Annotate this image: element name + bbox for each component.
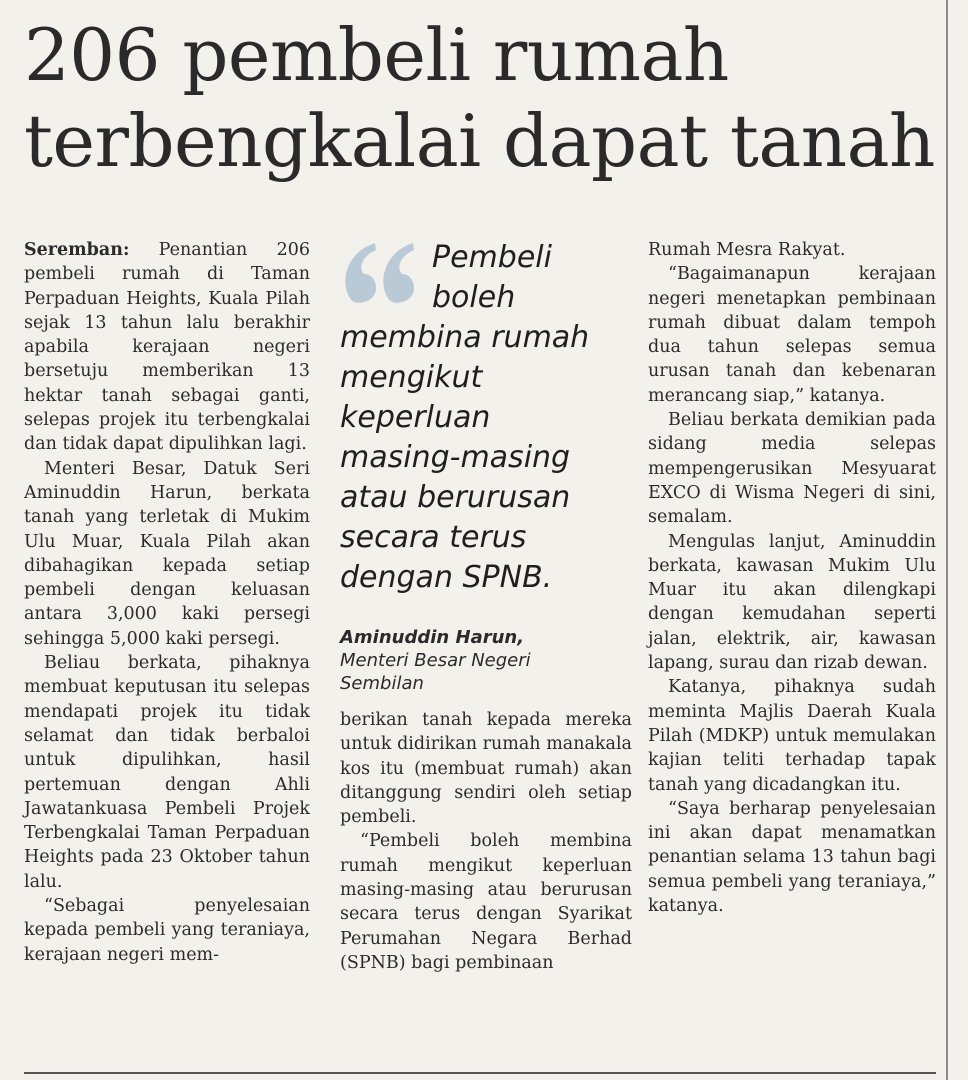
- paragraph: Beliau berkata, pihaknya membuat keputusan itu selepas mendapati projek itu tidak selamat dan tidak berbaloi untuk dipulihkan, hasil pertemuan dengan Ahli Jawatankuasa Pembeli Projek Terbengkalai Taman Perpaduan Heights pada 23 Oktober tahun lalu.: [24, 653, 310, 892]
- bottom-rule: [24, 1072, 936, 1074]
- paragraph: “Saya berharap penyelesaian ini akan dapat menamatkan penantian selama 13 tahun bagi semua pembeli yang teraniaya,” katanya.: [648, 798, 936, 917]
- paragraph: Mengulas lanjut, Aminuddin berkata, kawasan Mukim Ulu Muar itu akan dilengkapi dengan kemudahan seperti jalan, elektrik, air, kawasan lapang, surau dan rizab dewan.: [648, 531, 936, 674]
- pull-quote-line: secara terus: [340, 520, 527, 555]
- paragraph-text: Penantian 206 pembeli rumah di Taman Perpaduan Heights, Kuala Pilah sejak 13 tahun lalu berakhir apabila kerajaan negeri bersetuju memberikan 13 hektar tanah sebagai ganti, selepas projek itu terbengkalai dan tidak dapat dipulihkan lagi.: [24, 240, 310, 455]
- pull-quote-line: keperluan: [340, 400, 491, 435]
- pull-quote-line: membina rumah: [340, 320, 590, 355]
- pull-quote-line: Pembeli: [432, 240, 552, 275]
- pull-quote-attribution: [340, 626, 632, 695]
- pull-quote-line: masing-masing: [340, 440, 571, 475]
- paragraph: [24, 238, 310, 457]
- pull-quote-role: Menteri Besar Negeri: [340, 650, 531, 671]
- pull-quote-line: mengikut: [340, 360, 483, 395]
- article-column-2: [340, 238, 632, 975]
- column-divider-rule: [946, 0, 948, 1080]
- quotation-mark-icon: [340, 238, 420, 308]
- paragraph: Rumah Mesra Rakyat.: [648, 240, 846, 260]
- pull-quote-author: Aminuddin Harun,: [340, 627, 525, 648]
- paragraph: berikan tanah kepada mereka untuk didirikan rumah manakala kos itu (membuat rumah) akan ditanggung sendiri oleh setiap pembeli.: [340, 710, 632, 828]
- paragraph: Beliau berkata demikian pada sidang media selepas mempengerusikan Mesyuarat EXCO di Wisma Negeri di sini, semalam.: [648, 410, 936, 528]
- article-column-1: [24, 238, 310, 967]
- paragraph: Menteri Besar, Datuk Seri Aminuddin Harun, berkata tanah yang terletak di Mukim Ulu Muar, Kuala Pilah akan dibahagikan kepada setiap pembeli dengan keluasan antara 3,000 kaki persegi sehingga 5,000 kaki persegi.: [24, 458, 310, 649]
- headline-line-2: terbengkalai dapat tanah: [24, 99, 935, 183]
- pull-quote-box: [340, 238, 632, 708]
- pull-quote-line: boleh: [432, 280, 516, 315]
- article-column-3: [648, 238, 936, 918]
- pull-quote-role: Sembilan: [340, 673, 424, 694]
- article-headline: [24, 12, 934, 184]
- paragraph: Katanya, pihaknya sudah meminta Majlis Daerah Kuala Pilah (MDKP) untuk memulakan kajian teliti terhadap tapak tanah yang dicadangkan itu.: [648, 677, 936, 795]
- dateline: Seremban:: [24, 240, 130, 260]
- headline-line-1: 206 pembeli rumah: [24, 13, 729, 97]
- paragraph: “Pembeli boleh membina rumah mengikut keperluan masing-masing atau berurusan secara terus dengan Syarikat Perumahan Negara Berhad (SPNB) bagi pembinaan: [340, 831, 632, 973]
- paragraph: “Bagaimanapun kerajaan negeri menetapkan pembinaan rumah dibuat dalam tempoh dua tahun selepas semua urusan tanah dan kebenaran merancang siap,” katanya.: [648, 264, 936, 406]
- pull-quote-line: atau berurusan: [340, 480, 571, 515]
- pull-quote-line: dengan SPNB.: [340, 560, 553, 595]
- paragraph: “Sebagai penyelesaian kepada pembeli yang teraniaya, kerajaan negeri mem-: [24, 896, 310, 965]
